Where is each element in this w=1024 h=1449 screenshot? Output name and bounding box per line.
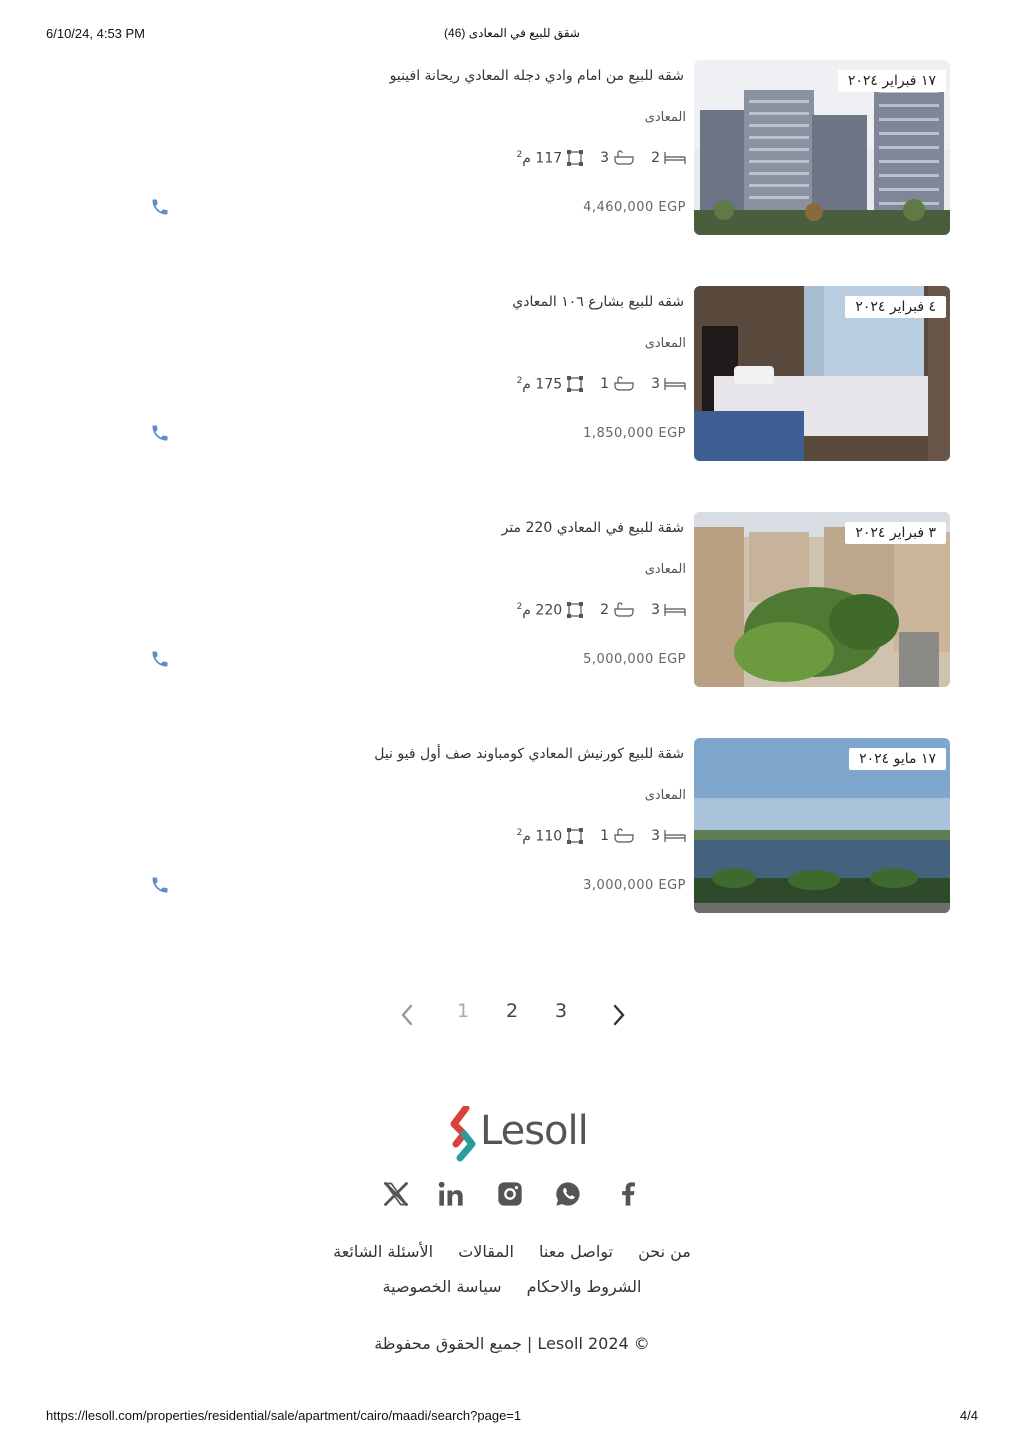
listing-specs: [517, 826, 686, 846]
beds-count: 2: [651, 150, 660, 166]
privacy-link[interactable]: سياسة الخصوصية: [382, 1277, 502, 1296]
listing-price: 1,850,000 EGP: [583, 426, 686, 441]
beds-spec: [651, 828, 686, 844]
about-link[interactable]: من نحن: [638, 1242, 691, 1261]
articles-link[interactable]: المقالات: [458, 1242, 514, 1261]
bathtub-icon: [613, 828, 635, 844]
listing-area: المعادى: [644, 562, 686, 577]
bed-icon: [664, 377, 686, 391]
listing-photo[interactable]: [694, 738, 950, 913]
baths-count: 2: [600, 602, 610, 618]
lesoll-logo[interactable]: [450, 1106, 588, 1162]
footer-links-row-2: [0, 1277, 1024, 1296]
whatsapp-icon[interactable]: [554, 1180, 582, 1208]
copyright: جميع الحقوق محفوظة | Lesoll 2024 ©: [374, 1334, 650, 1353]
listing-card[interactable]: [0, 286, 1024, 462]
bed-icon: [664, 829, 686, 843]
print-header: [46, 26, 978, 42]
facebook-icon[interactable]: [614, 1180, 642, 1208]
listing-date-badge: ٣ فبراير ٢٠٢٤: [845, 522, 946, 544]
beds-spec: [651, 150, 686, 166]
size-unit-sup: 2: [516, 601, 523, 612]
area-icon: [566, 601, 584, 619]
beds-count: 3: [651, 602, 660, 618]
beds-spec: [651, 602, 686, 618]
listing-price: 5,000,000 EGP: [583, 652, 686, 667]
size-spec: [517, 827, 585, 845]
size-spec: [517, 375, 585, 393]
terms-link[interactable]: الشروط والاحكام: [526, 1277, 642, 1296]
baths-spec: [600, 376, 635, 392]
listing-card[interactable]: [0, 738, 1024, 914]
size-unit: م: [522, 828, 531, 845]
bathtub-icon: [613, 376, 635, 392]
chevron-right-icon[interactable]: [612, 1004, 626, 1026]
phone-icon[interactable]: [150, 423, 170, 443]
listing-date-badge: ١٧ مايو ٢٠٢٤: [849, 748, 946, 770]
size-value: 175: [535, 376, 563, 393]
page-2-link[interactable]: 2: [506, 1000, 519, 1022]
listing-specs: [517, 600, 686, 620]
baths-spec: [600, 602, 635, 618]
listing-specs: [517, 148, 686, 168]
faq-link[interactable]: الأسئلة الشائعة: [333, 1242, 434, 1261]
listing-specs: [517, 374, 686, 394]
listing-title[interactable]: شقة للبيع كورنيش المعادي كومباوند صف أول فيو نيل: [374, 746, 684, 762]
area-icon: [566, 827, 584, 845]
instagram-icon[interactable]: [496, 1180, 524, 1208]
listing-photo[interactable]: [694, 512, 950, 687]
listing-date-badge: ٤ فبراير ٢٠٢٤: [845, 296, 946, 318]
area-icon: [566, 375, 584, 393]
x-icon[interactable]: [382, 1180, 410, 1208]
size-spec: [517, 149, 585, 167]
area-icon: [566, 149, 584, 167]
baths-count: 1: [600, 828, 610, 844]
listing-card[interactable]: [0, 60, 1024, 236]
listing-date-badge: ١٧ فبراير ٢٠٢٤: [838, 70, 946, 92]
listing-price: 4,460,000 EGP: [583, 200, 686, 215]
bathtub-icon: [613, 150, 635, 166]
listing-title[interactable]: شقه للبيع من امام وادي دجله المعادي ريحانة افينيو: [389, 68, 684, 84]
size-value: 117: [535, 150, 563, 167]
listing-title[interactable]: شقه للبيع بشارع ١٠٦ المعادي: [512, 294, 684, 310]
listing-photo[interactable]: [694, 286, 950, 461]
bathtub-icon: [613, 602, 635, 618]
listing-area: المعادى: [644, 110, 686, 125]
print-datetime: 6/10/24, 4:53 PM: [46, 26, 146, 41]
print-footer: [46, 1408, 978, 1424]
phone-icon[interactable]: [150, 197, 170, 217]
size-unit-sup: 2: [516, 375, 523, 386]
print-url: https://lesoll.com/properties/residential/sale/apartment/cairo/maadi/search?page=1: [46, 1408, 522, 1423]
size-unit: م: [522, 376, 531, 393]
listing-card[interactable]: [0, 512, 1024, 688]
listing-area: المعادى: [644, 788, 686, 803]
baths-spec: [600, 828, 635, 844]
bed-icon: [664, 603, 686, 617]
pagination: [0, 1000, 1024, 1030]
size-value: 110: [535, 828, 563, 845]
beds-count: 3: [651, 828, 660, 844]
listing-price: 3,000,000 EGP: [583, 878, 686, 893]
listing-area: المعادى: [644, 336, 686, 351]
baths-count: 3: [600, 150, 610, 166]
baths-count: 1: [600, 376, 610, 392]
listing-title[interactable]: شقة للبيع في المعادي 220 متر: [501, 520, 684, 536]
page-3-link[interactable]: 3: [555, 1000, 568, 1022]
contact-link[interactable]: تواصل معنا: [539, 1242, 613, 1261]
size-unit-sup: 2: [516, 149, 523, 160]
size-unit: م: [522, 602, 531, 619]
size-value: 220: [535, 602, 563, 619]
footer-links-row-1: [0, 1242, 1024, 1261]
phone-icon[interactable]: [150, 875, 170, 895]
logo-text: Lesoll: [480, 1108, 588, 1154]
listing-photo[interactable]: [694, 60, 950, 235]
chevron-left-icon[interactable]: [400, 1004, 414, 1026]
bed-icon: [664, 151, 686, 165]
baths-spec: [600, 150, 635, 166]
size-spec: [517, 601, 585, 619]
page-1-link[interactable]: 1: [457, 1000, 470, 1022]
phone-icon[interactable]: [150, 649, 170, 669]
print-page-count: 4/4: [959, 1408, 978, 1423]
size-unit-sup: 2: [516, 827, 523, 838]
print-page-title: شقق للبيع في المعادى (46): [444, 26, 580, 40]
linkedin-icon[interactable]: [437, 1180, 465, 1208]
size-unit: م: [522, 150, 531, 167]
lesoll-logo-mark: [450, 1106, 476, 1162]
beds-count: 3: [651, 376, 660, 392]
beds-spec: [651, 376, 686, 392]
